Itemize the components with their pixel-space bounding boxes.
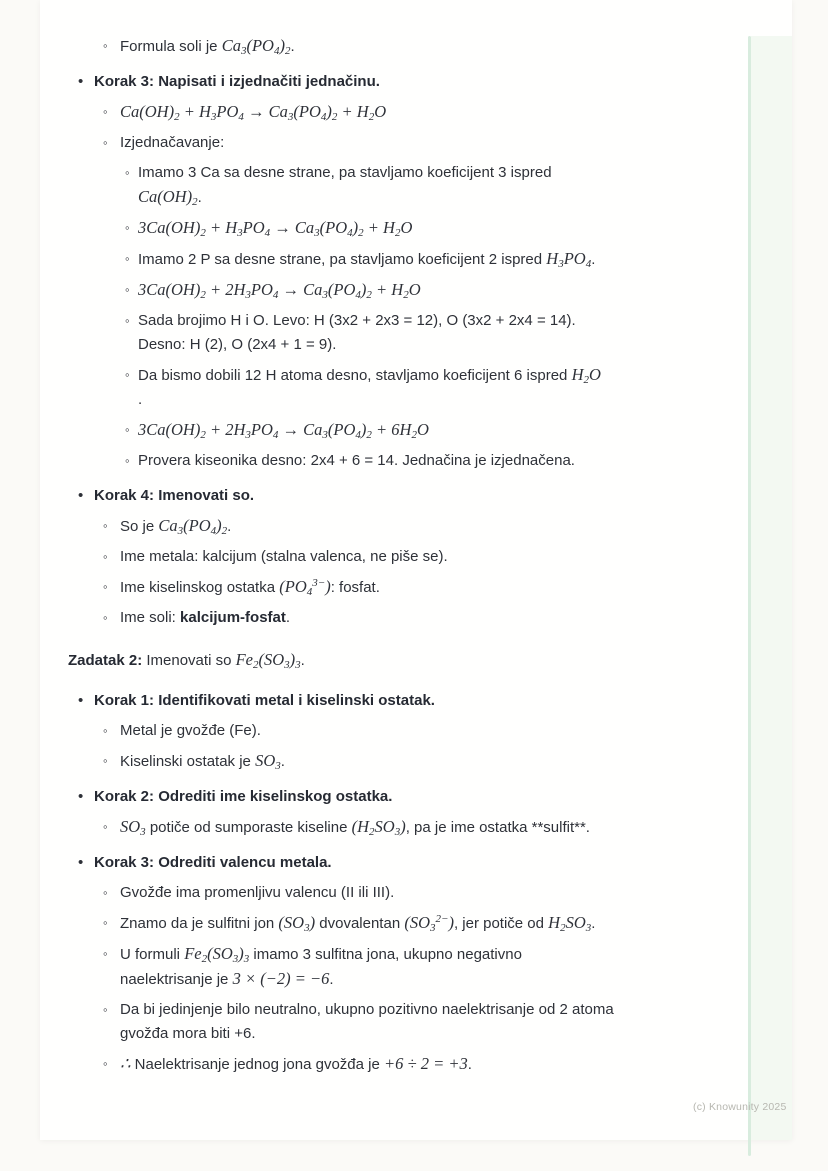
line-text: Sada brojimo H i O. Levo: H (3x2 + 2x3 = 12), O (3x2 + 2x4 = 14). Desno: H (2), O (2x4 + 1 = 9). — [138, 312, 576, 353]
line-text: U formuli $Fe_2(SO_3)_3$ imamo 3 sulfitna jona, ukupno negativno naelektrisanje je 3 × (−2) = −6. — [120, 944, 522, 988]
line-text: Ime soli: kalcijum-fosfat. — [120, 609, 291, 626]
bullet-icon: ◦ — [103, 1002, 108, 1017]
list-item — [40, 911, 736, 936]
list-item — [40, 514, 736, 539]
page-divider-line — [748, 36, 751, 1156]
line-text: Imamo 3 Ca sa desne strane, pa stavljamo koeficijent 3 ispred $Ca(OH)_2$. — [138, 164, 552, 208]
bullet-icon: ◦ — [103, 579, 108, 594]
list-item — [40, 100, 736, 125]
bullet-icon: ◦ — [103, 885, 108, 900]
line-text: Gvožđe ima promenljivu valencu (II ili III). — [120, 884, 395, 901]
line-text: Kiselinski ostatak je $SO_3$. — [120, 751, 285, 772]
bullet-icon: ◦ — [125, 367, 130, 382]
page-edge-tint — [751, 36, 792, 1140]
list-item — [40, 363, 736, 412]
bullet-icon: ◦ — [125, 453, 130, 468]
bullet-icon: ◦ — [103, 104, 108, 119]
line-text: Ime metala: kalcijum (stalna valenca, ne piše se). — [120, 548, 448, 565]
line-text: Da bismo dobili 12 H atoma desno, stavljamo koeficijent 6 ispred $H_2O$ . — [138, 365, 601, 408]
bullet-icon: ◦ — [103, 549, 108, 564]
list-item — [40, 545, 736, 569]
bullet-icon: ◦ — [103, 819, 108, 834]
list-item — [40, 309, 736, 357]
watermark: (c) Knowunity 2025 — [693, 1101, 787, 1113]
list-item — [40, 815, 736, 840]
line-text: $SO_3$ potiče od sumporaste kiseline $(H_2SO_3)$, pa je ime ostatka **sulfit**. — [120, 817, 590, 838]
line-text: So je $Ca_3(PO_4)_2$. — [120, 516, 232, 537]
line-text: $3Ca(OH)_2 + 2H_3PO_4 \to Ca_3(PO_4)_2 + 6H_2O$ — [138, 420, 429, 441]
list-item — [40, 247, 736, 272]
line-text: Korak 1: Identifikovati metal i kiselinski ostatak. — [94, 692, 435, 709]
line-text: Zadatak 2: Imenovati so $Fe_2(SO_3)_3$. — [68, 650, 305, 671]
bullet-icon: • — [78, 487, 84, 504]
list-item — [40, 719, 736, 743]
bullet-icon: ◦ — [103, 135, 108, 150]
list-item — [40, 418, 736, 443]
list-item — [40, 575, 736, 600]
list-item — [40, 1052, 736, 1077]
bullet-icon: • — [78, 73, 84, 90]
line-text: Korak 4: Imenovati so. — [94, 487, 255, 504]
line-text: $3Ca(OH)_2 + H_3PO_4 \to Ca_3(PO_4)_2 + H_2O$ — [138, 218, 413, 239]
bullet-icon: ◦ — [103, 946, 108, 961]
bullet-icon: • — [78, 854, 84, 871]
line-text: $3Ca(OH)_2 + 2H_3PO_4 \to Ca_3(PO_4)_2 + H_2O$ — [138, 280, 421, 301]
list-item — [40, 34, 736, 59]
line-text: Provera kiseonika desno: 2x4 + 6 = 14. Jednačina je izjednačena. — [138, 452, 575, 469]
list-item — [40, 484, 736, 508]
bullet-icon: • — [78, 692, 84, 709]
paragraph — [40, 648, 736, 673]
list-item — [40, 606, 736, 630]
line-text: Korak 3: Napisati i izjednačiti jednačinu. — [94, 73, 380, 90]
line-text: Formula soli je $Ca_3(PO_4)_2$. — [120, 36, 295, 57]
list-item — [40, 785, 736, 809]
line-text: Korak 3: Odrediti valencu metala. — [94, 854, 332, 871]
list-item — [40, 161, 736, 210]
list-item — [40, 449, 736, 473]
list-item — [40, 131, 736, 155]
list-item — [40, 689, 736, 713]
bullet-icon: ◦ — [125, 251, 130, 266]
list-item — [40, 998, 736, 1046]
bullet-icon: ◦ — [103, 610, 108, 625]
line-text: $Ca(OH)_2 + H_3PO_4 \to Ca_3(PO_4)_2 + H_2O$ — [120, 102, 387, 123]
list-item — [40, 70, 736, 94]
bullet-icon: ◦ — [125, 165, 130, 180]
list-item — [40, 851, 736, 875]
bullet-icon: ◦ — [103, 753, 108, 768]
list-item — [40, 749, 736, 774]
line-text: ∴ Naelektrisanje jednog jona gvožđa je +6 ÷ 2 = +3. — [120, 1054, 472, 1073]
line-text: Znamo da je sulfitni jon $(SO_3)$ dvovalentan $(SO_3^{2-})$, jer potiče od $H_2SO_3$. — [120, 913, 596, 934]
list-item — [40, 881, 736, 905]
bullet-icon: ◦ — [125, 422, 130, 437]
line-text: Da bi jedinjenje bilo neutralno, ukupno pozitivno naelektrisanje od 2 atoma gvožđa mora biti +6. — [120, 1001, 614, 1042]
document-page — [40, 0, 792, 1140]
bullet-icon: ◦ — [103, 518, 108, 533]
bullet-icon: ◦ — [125, 313, 130, 328]
line-text: Korak 2: Odrediti ime kiselinskog ostatka. — [94, 788, 393, 805]
bullet-icon: ◦ — [125, 282, 130, 297]
bullet-icon: ◦ — [103, 38, 108, 53]
line-text: Ime kiselinskog ostatka $(PO_4^{3-})$: fosfat. — [120, 577, 380, 598]
line-text: Metal je gvožđe (Fe). — [120, 722, 261, 739]
list-item — [40, 216, 736, 241]
bullet-icon: ◦ — [103, 1056, 108, 1071]
list-item — [40, 278, 736, 303]
document-content — [40, 0, 792, 1083]
bullet-icon: • — [78, 788, 84, 805]
list-item — [40, 942, 736, 992]
line-text: Izjednačavanje: — [120, 134, 225, 151]
line-text: Imamo 2 P sa desne strane, pa stavljamo koeficijent 2 ispred $H_3PO_4$. — [138, 249, 596, 270]
bullet-icon: ◦ — [103, 723, 108, 738]
bullet-icon: ◦ — [103, 915, 108, 930]
bullet-icon: ◦ — [125, 220, 130, 235]
